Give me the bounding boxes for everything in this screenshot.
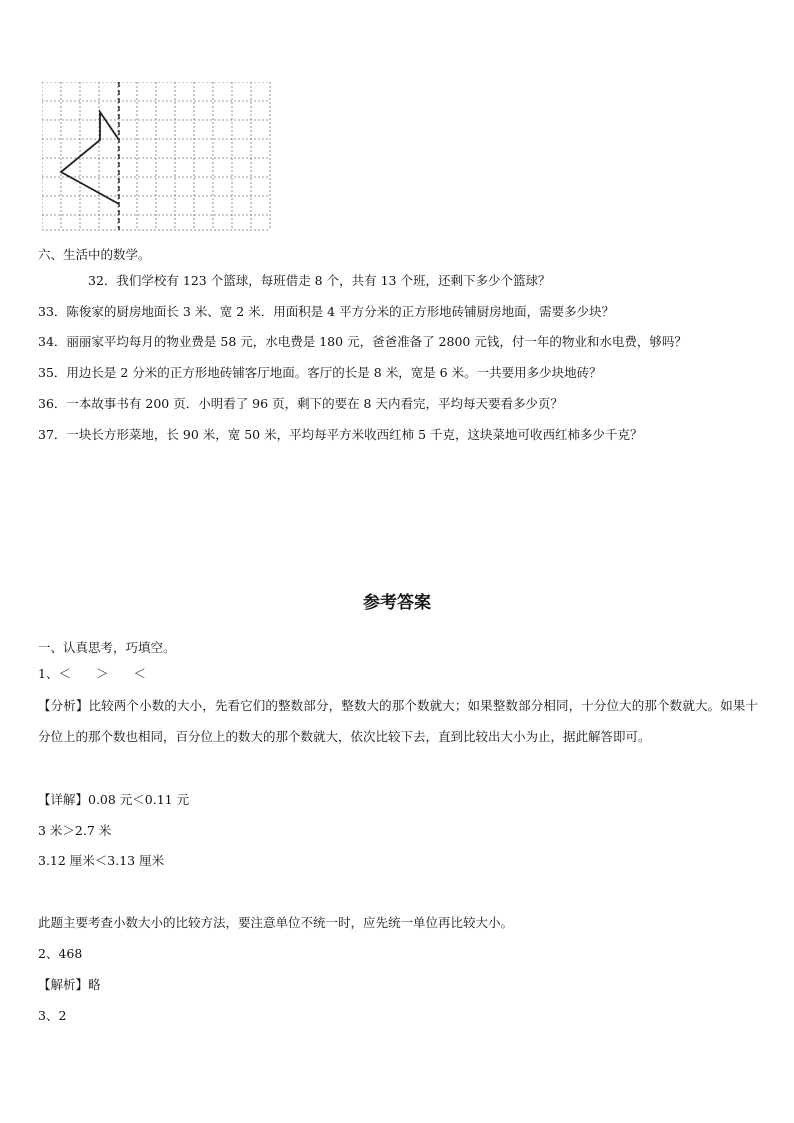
section1-heading: 一、认真思考，巧填空。 xyxy=(38,640,176,655)
answer-3: 3、2 xyxy=(38,1008,67,1023)
answer-1-detail: 【详解】0.08 元＜0.11 元 xyxy=(38,792,190,807)
answer-2-analysis: 【解析】略 xyxy=(38,977,101,992)
question-33: 33．陈俊家的厨房地面长 3 米、宽 2 米．用面积是 4 平方分米的正方形地砖铺厨房地面，需要多少块？ xyxy=(38,304,615,319)
answer-1-line2: 3 米＞2.7 米 xyxy=(38,823,112,838)
answer-1-note: 此题主要考查小数大小的比较方法，要注意单位不统一时，应先统一单位再比较大小。 xyxy=(38,915,514,930)
question-32: 32．我们学校有 123 个篮球，每班借走 8 个，共有 13 个班，还剩下多少个篮球？ xyxy=(88,273,551,288)
section6-heading: 六、生活中的数学。 xyxy=(38,247,151,262)
grid-figure xyxy=(42,82,274,234)
question-35: 35．用边长是 2 分米的正方形地砖铺客厅地面。客厅的长是 8 米，宽是 6 米。一共要用多少块地砖？ xyxy=(38,365,602,380)
question-37: 37．一块长方形菜地，长 90 米，宽 50 米，平均每平方米收西红柿 5 千克，这块菜地可收西红柿多少千克？ xyxy=(38,427,643,442)
question-34: 34．丽丽家平均每月的物业费是 58 元，水电费是 180 元，爸爸准备了 2800 元钱，付一年的物业和水电费，够吗？ xyxy=(38,334,687,349)
answer-1-analysis: 【分析】比较两个小数的大小，先看它们的整数部分，整数大的那个数就大；如果整数部分相同，十分位大的那个数就大。如果十分位上的那个数也相同，百分位上的数大的那个数就大，依次比较下去，直到比较出大小为止，据此解答即可。 xyxy=(38,698,758,744)
question-36: 36．一本故事书有 200 页．小明看了 96 页，剩下的要在 8 天内看完，平均每天要看多少页？ xyxy=(38,396,563,411)
answer-1-line3: 3.12 厘米＜3.13 厘米 xyxy=(38,853,165,868)
answer-2: 2、468 xyxy=(38,946,83,961)
grid-lines xyxy=(42,82,270,230)
answers-title: 参考答案 xyxy=(363,593,431,613)
answer-1: 1、＜ ＞ ＜ xyxy=(38,666,146,681)
